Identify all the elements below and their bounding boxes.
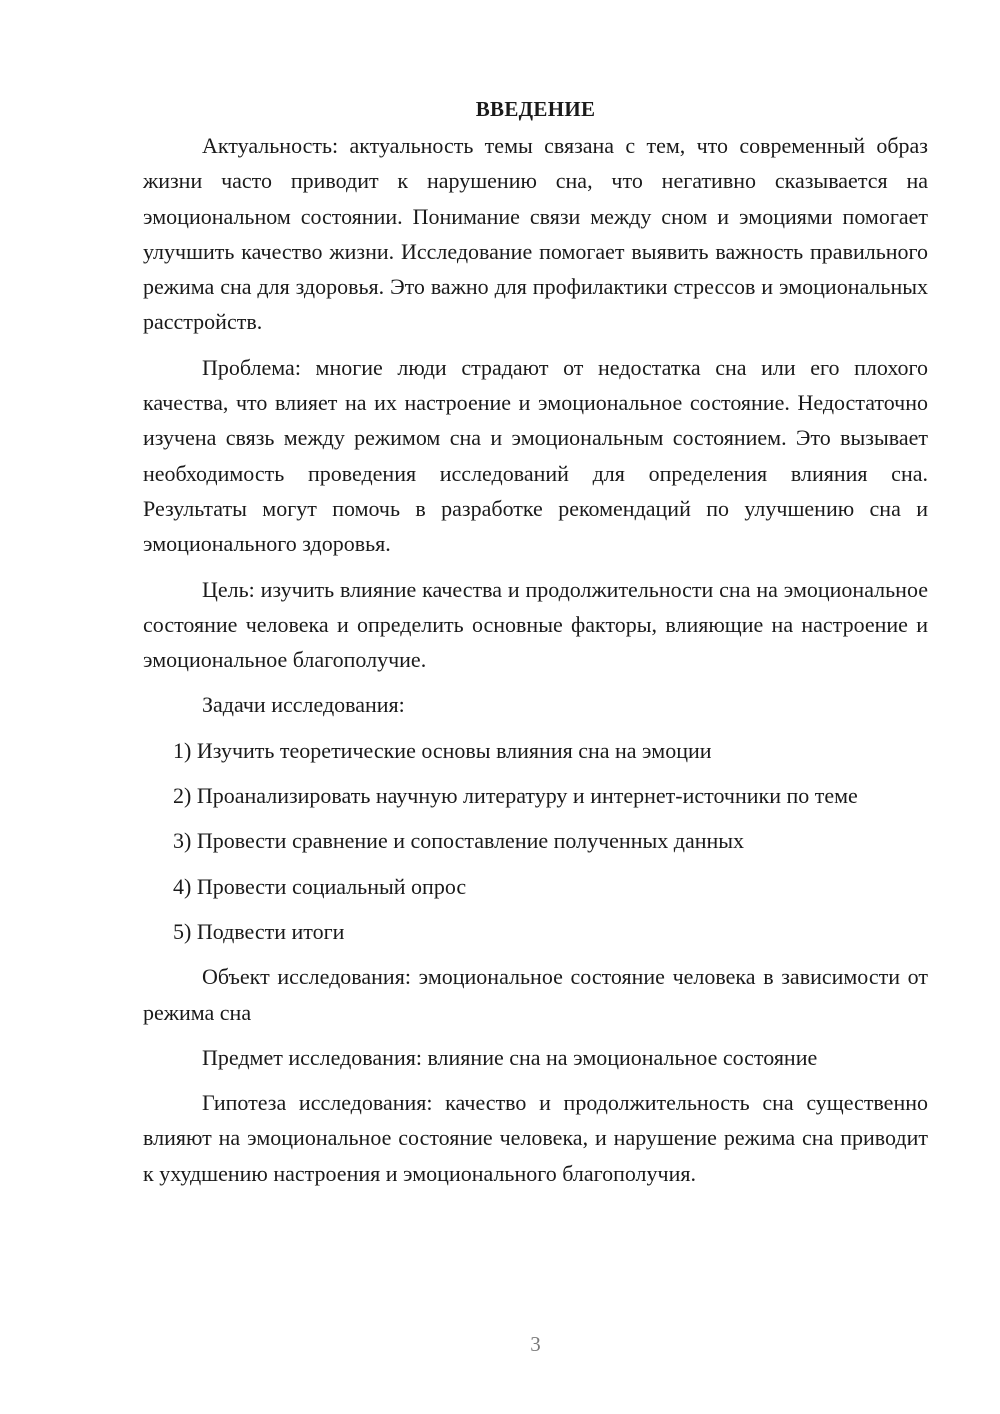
hypothesis-paragraph: Гипотеза исследования: качество и продолжительность сна существенно влияют на эмоциональное состояние человека, и нарушение режима сна приводит к ухудшению настроения и эмоционального благополучия.: [143, 1090, 928, 1186]
page-content: [143, 92, 928, 1201]
object-paragraph: Объект исследования: эмоциональное состояние человека в зависимости от режима сна: [143, 964, 928, 1025]
relevance-paragraph: Актуальность: актуальность темы связана с тем, что современный образ жизни часто приводит к нарушению сна, что негативно сказывается на эмоциональном состоянии. Понимание связи между сном и эмоциями помогает улучшить качество жизни. Исследование помогает выявить важность правильного режима сна для здоровья. Это важно для профилактики стрессов и эмоциональных расстройств.: [143, 133, 928, 335]
task-item: 4) Провести социальный опрос: [173, 873, 467, 899]
task-item: 1) Изучить теоретические основы влияния сна на эмоции: [173, 737, 712, 763]
problem-paragraph: Проблема: многие люди страдают от недостатка сна или его плохого качества, что влияет на их настроение и эмоциональное состояние. Недостаточно изучена связь между режимом сна и эмоциональным состоянием. Это вызывает необходимость проведения исследований для определения влияния сна. Результаты могут помочь в разработке рекомендаций по улучшению сна и эмоционального здоровья.: [143, 354, 928, 557]
tasks-heading: Задачи исследования:: [202, 692, 405, 718]
goal-paragraph: Цель: изучить влияние качества и продолжительности сна на эмоциональное состояние человека и определить основные факторы, влияющие на настроение и эмоциональное благополучие.: [143, 576, 928, 673]
task-item: 3) Провести сравнение и сопоставление полученных данных: [173, 828, 745, 854]
task-item: 2) Проанализировать научную литературу и интернет-источники по теме: [173, 783, 858, 809]
task-item: 5) Подвести итоги: [173, 918, 345, 944]
section-title: ВВЕДЕНИЕ: [475, 97, 596, 121]
page-number: 3: [530, 1332, 541, 1356]
subject-paragraph: Предмет исследования: влияние сна на эмоциональное состояние: [202, 1044, 818, 1070]
